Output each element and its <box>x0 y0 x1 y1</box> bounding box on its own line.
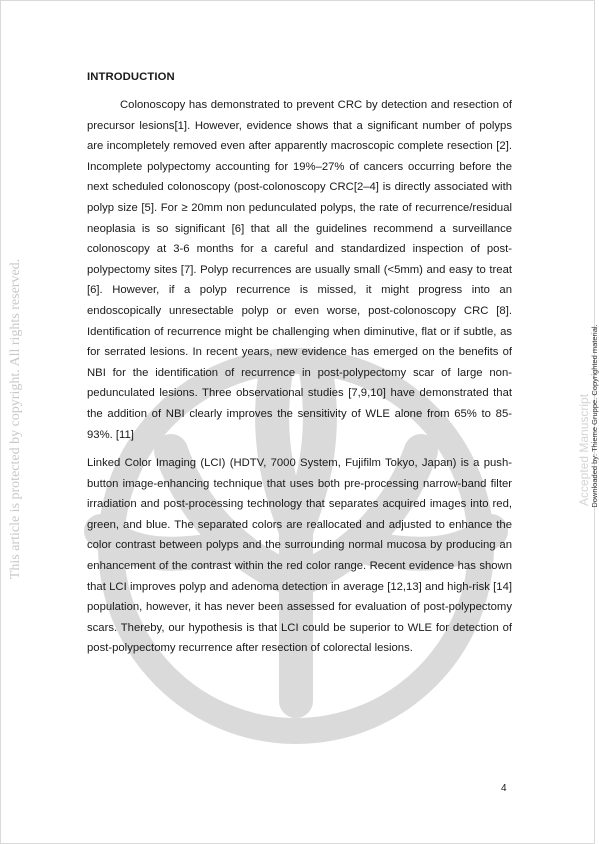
paragraph-1: Colonoscopy has demonstrated to prevent CRC by detection and resection of precursor lesions[1]. However, evidence shows that a significant number of polyps are incompletely removed even after apparently macroscopic complete resection [2]. Incomplete polypectomy accounting for 19%–27% of cancers occurring before the next scheduled colonoscopy (post-colonoscopy CRC[2–4] is directly associated with polyp size [5]. For ≥ 20mm non pedunculated polyps, the rate of recurrence/residual neoplasia is so significant [6] that all the guidelines recommend a surveillance colonoscopy at 3-6 months for a careful and standardized inspection of post-polypectomy sites [7]. Polyp recurrences are usually small (<5mm) and easy to treat [6]. However, if a polyp recurrence is missed, it might progress into an endoscopically unresectable polyp or even worse, post-colonoscopy CRC [8]. Identification of recurrence might be challenging when diminutive, flat or if subtle, as for serrated lesions. In recent years, new evidence has emerged on the benefits of NBI for the identification of recurrence in post-polypectomy scar of large non-pedunculated lesions. Three observational studies [7,9,10] have demonstrated that the addition of NBI clearly improves the sensitivity of WLE alone from 65% to 85-93%. [11] <box>87 99 512 441</box>
section-heading: INTRODUCTION <box>87 71 175 83</box>
copyright-watermark-left: This article is protected by copyright. All rights reserved. <box>8 258 23 580</box>
paragraph-2: Linked Color Imaging (LCI) (HDTV, 7000 System, Fujifilm Tokyo, Japan) is a push-button image-enhancing technique that uses both pre-processing narrow-band filter irradiation and post-processing technology that separates acquired images into red, green, and blue. The separated colors are reallocated and adjusted to enhance the color contrast between polyps and the surrounding normal mucosa by producing an enhancement of the contrast within the red color range. Recent evidence has shown that LCI improves polyp and adenoma detection in average [12,13] and high-risk [14] population, however, it has never been assessed for evaluation of post-polypectomy scars. Thereby, our hypothesis is that LCI could be superior to WLE for detection of post-polypectomy recurrence after resection of colorectal lesions. <box>87 457 512 655</box>
main-content <box>87 71 512 659</box>
page-number: 4 <box>501 783 507 794</box>
downloaded-by-notice: Downloaded by: Thieme Gruppe. Copyrighted material. <box>590 324 599 508</box>
accepted-manuscript-watermark: Accepted Manuscript <box>577 393 591 506</box>
